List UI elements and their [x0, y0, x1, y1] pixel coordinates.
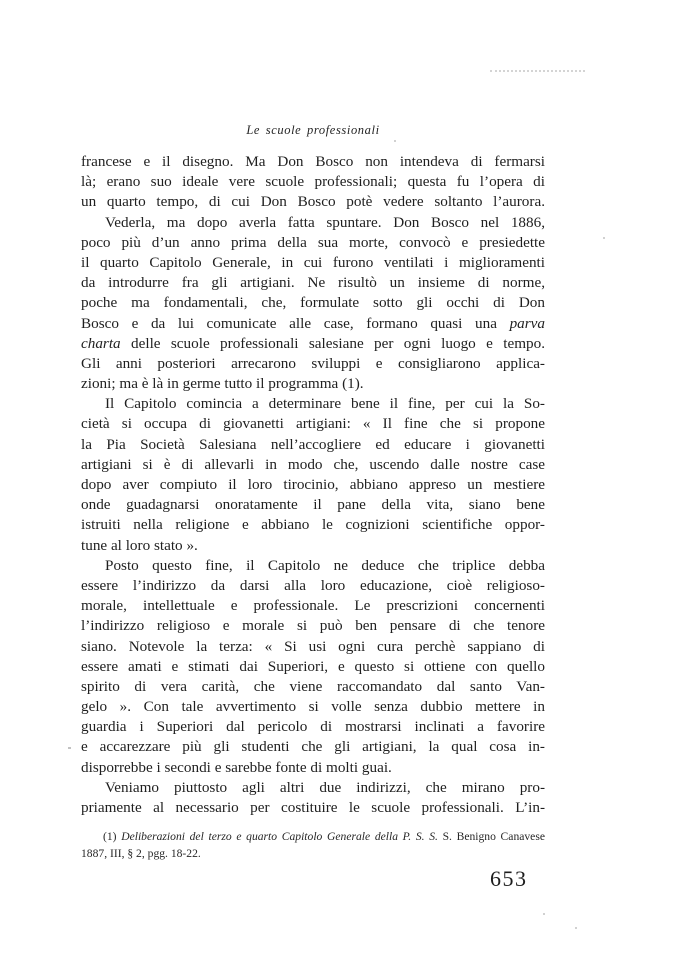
page-number: 653 — [490, 866, 528, 891]
text-line: l’indirizzo religioso e morale si può ben pensare di che tenore — [81, 617, 545, 635]
text-line: da introdurre fra gli artigiani. Ne risultò un insieme di norme, — [81, 274, 545, 292]
scan-speck — [575, 927, 577, 929]
text-line: priamente al necessario per costituire le scuole professionali. L’in- — [81, 799, 545, 816]
text-line: cietà si occupa di giovanetti artigiani: « Il fine che si propone — [81, 415, 545, 433]
body-text — [81, 152, 545, 818]
scan-speck — [394, 140, 396, 142]
text-line: essere l’indirizzo da darsi alla loro educazione, cioè religioso- — [81, 576, 545, 594]
text-line: spirito di vera carità, che viene raccomandato dal santo Van- — [81, 677, 545, 695]
text-line: (1) Deliberazioni del terzo e quarto Capitolo Generale della P. S. S. S. Benigno Canavese — [103, 830, 545, 843]
text-line: Posto questo fine, il Capitolo ne deduce che triplice debba — [105, 556, 545, 574]
text-line: gelo ». Con tale avvertimento si volle senza dubbio mettere in — [81, 698, 545, 716]
text-line: Veniamo piuttosto agli altri due indirizzi, che mirano pro- — [105, 778, 545, 796]
text-line: e accarezzare più gli studenti che gli artigiani, la qual cosa in- — [81, 738, 545, 756]
text-line: morale, intellettuale e professionale. Le prescrizioni concernenti — [81, 597, 545, 615]
text-line: guardia i Superiori dal pericolo di mostrarsi inclinati a favorire — [81, 718, 545, 736]
scan-artifact-dotted-line — [490, 70, 585, 72]
text-line: poco più d’un anno prima della sua morte, convocò e presiedette — [81, 233, 545, 251]
text-line: francese e il disegno. Ma Don Bosco non intendeva di fermarsi — [81, 153, 545, 170]
text-line: artigiani si è di allevarli in modo che, uscendo dalle nostre case — [81, 455, 545, 473]
scan-speck — [543, 913, 545, 915]
text-line: disporrebbe i secondi e sarebbe fonte di molti guai. — [81, 758, 392, 776]
text-line: un quarto tempo, di cui Don Bosco potè vedere soltanto l’aurora. — [81, 193, 545, 211]
text-line: il quarto Capitolo Generale, in cui furono ventilati i miglioramenti — [81, 253, 545, 271]
scan-speck — [603, 237, 605, 239]
text-line: charta delle scuole professionali salesiane per ogni luogo e tempo. — [81, 334, 545, 352]
text-line: tune al loro stato ». — [81, 536, 198, 554]
text-line: zioni; ma è là in germe tutto il programma (1). — [81, 375, 364, 393]
text-line: 1887, III, § 2, pgg. 18-22. — [81, 846, 201, 860]
footnote — [81, 829, 545, 862]
text-line: dopo aver compiuto il loro tirocinio, abbiano appreso un mestiere — [81, 476, 545, 493]
text-line: Vederla, ma dopo averla fatta spuntare. Don Bosco nel 1886, — [105, 213, 545, 231]
text-line: la Pia Società Salesiana nell’accogliere ed educare i giovanetti — [81, 435, 545, 453]
text-line: istruiti nella religione e abbiano le cognizioni scientifiche oppor- — [81, 516, 545, 534]
running-header: Le scuole professionali — [246, 123, 380, 137]
text-line: Gli anni posteriori arrecarono sviluppi e consigliarono applica- — [81, 354, 545, 372]
text-line: essere amati e stimati dai Superiori, e questo si ottiene con quello — [81, 657, 545, 675]
text-line: Bosco e da lui comunicate alle case, formano quasi una parva — [81, 314, 545, 332]
text-line: poche ma fondamentali, che, formulate sotto gli occhi di Don — [81, 294, 545, 312]
text-line: siano. Notevole la terza: « Si usi ogni cura perchè sappiano di — [81, 637, 545, 655]
text-line: là; erano suo ideale vere scuole professionali; questa fu l’opera di — [81, 173, 545, 191]
text-line: Il Capitolo comincia a determinare bene il fine, per cui la So- — [105, 395, 545, 413]
text-line: onde guadagnarsi onoratamente il pane della vita, siano bene — [81, 496, 545, 514]
scan-speck — [68, 747, 71, 749]
